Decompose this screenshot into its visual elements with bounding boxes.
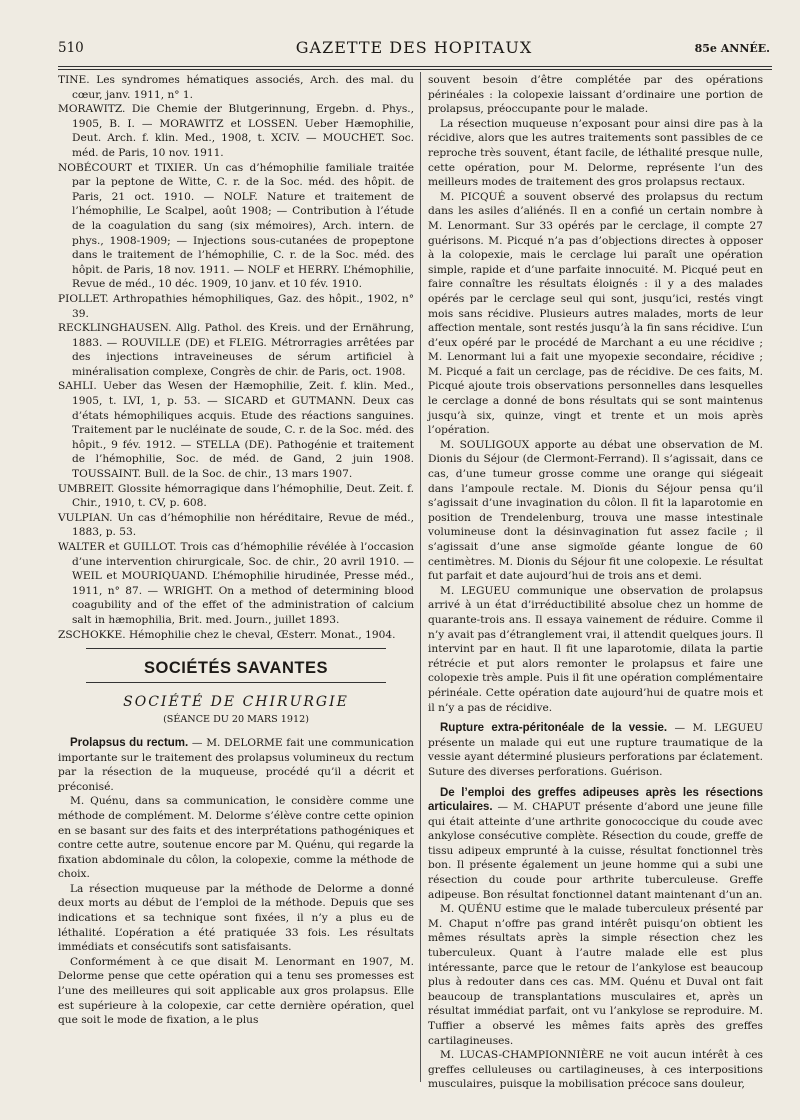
reference-entry: WALTER et GUILLOT. Trois cas d’hémophilie révélée à l’occasion d’une intervention chirurgicale, Soc. de chir., 20 avril 1910. — WEIL et MOURIQUAND. L’hémophilie hirudinée, Presse méd., 1911, n° 87. — WRIGHT. On a method of determining blood coagubility and of the effet of the administration of calcium salt in hæmophilia, Brit. med. Journ., juillet 1893. bbox=[58, 541, 414, 626]
session-date: (SÉANCE DU 20 MARS 1912) bbox=[163, 714, 309, 726]
section-rule-bottom bbox=[86, 682, 386, 683]
section-title: SOCIÉTÉS SAVANTES bbox=[144, 659, 328, 678]
article-paragraph: souvent besoin d’être complétée par des opérations périnéales : la colopexie laissant d’ordinaire une portion de prolapsus, préoccupante pour le malade. bbox=[428, 74, 763, 116]
article-paragraph: M. LEGUEU communique une observation de prolapsus arrivé à un état d’irréductibilité absolue chez un homme de quarante-trois ans. Il essaya vainement de réduire. Comme il n’y avait pas d’étranglement vrai, il attendit quelques jours. Il intervint par en haut. Il fit une laparotomie, dilata la partie rétrécie et put alors remonter le prolapsus et faire une colopexie très ample. Puis il fit une opération complémentaire périnéale. Cette opération date aujourd’hui de quatre mois et il n’y a pas de récidive. bbox=[428, 584, 763, 714]
article-text: — M. DELORME fait une communication importante sur le traitement des prolapsus volumineux du rectum par la résection de la muqueuse, procédé qu’il a décrit et préconisé. bbox=[58, 736, 414, 793]
society-name: SOCIÉTÉ DE CHIRURGIE bbox=[123, 693, 349, 710]
article-paragraph: M. PICQUÉ a souvent observé des prolapsus du rectum dans les asiles d’aliénés. Il en a confié un certain nombre à M. Lenormant. Sur 33 opérés par le cerclage, il compte 27 guérisons. M. Picqué n’a pas d’objections directes à opposer à la colopexie, mais le cerclage lui paraît une opération simple, rapide et d’une parfaite innocuité. M. Picqué peut en faire connaître les résultats éloignés : il y a des malades opérés par le cerclage seul qui sont, jusqu’ici, restés vingt mois sans récidive. Plusieurs autres malades, morts de leur affection mentale, sont restés jusqu’à la fin sans récidive. L’un d’eux opéré par le procédé de Marchant a eu une récidive ; M. Lenormant lui a fait une myopexie secondaire, récidive ; M. Picqué a fait un cerclage, pas de récidive. De ces faits, M. Picqué ajoute trois observations personnelles dans lesquelles le cerclage a donné de bons résultats qui se sont maintenus jusqu’à six, quinze, vingt et trente et un mois après l’opération. bbox=[428, 190, 763, 437]
article-text: — M. LEGUEU présente un malade qui eut une rupture traumatique de la vessie ayant déterminé plusieurs perforations par éclatement. Suture des diverses perforations. Guérison. bbox=[428, 722, 763, 778]
article-paragraph: Conformément à ce que disait M. Lenormant en 1907, M. Delorme pense que cette opération qui a tenu ses promesses est l’une des meilleures qui soit applicable aux gros prolapsus. Elle est supérieure à la colopexie, car cette dernière opération, quel que soit le mode de fixation, a le plus bbox=[58, 955, 414, 1027]
article-heading: De l’emploi des greffes adipeuses après les résections articulaires. bbox=[428, 786, 763, 814]
section-rule-top bbox=[86, 648, 386, 649]
article-paragraph: M. Quénu, dans sa communication, le considère comme une méthode de complément. M. Delorme s’élève contre cette opinion en se basant sur des faits et des interprétations pathogéniques et contre cette autre, soutenue encore par M. Quénu, qui regarde la fixation abdominale du côlon, la colopexie, comme la méthode de choix. bbox=[58, 795, 414, 881]
reference-entry: MORAWITZ. Die Chemie der Blutgerinnung, Ergebn. d. Phys., 1905, B. I. — MORAWITZ et LOSSEN. Ueber Hæmophilie, Deut. Arch. f. klin. Med., 1908, t. XCIV. — MOUCHET. Soc. méd. de Paris, 10 nov. 1911. bbox=[58, 103, 414, 159]
reference-entry: ZSCHOKKE. Hémophilie chez le cheval, Œsterr. Monat., 1904. bbox=[58, 628, 396, 641]
reference-entry: TINE. Les syndromes hématiques associés, Arch. des mal. du cœur, janv. 1911, n° 1. bbox=[58, 74, 414, 101]
article-heading: Prolapsus du rectum. bbox=[70, 736, 189, 749]
left-column bbox=[58, 73, 414, 1028]
article-paragraph: La résection muqueuse par la méthode de Delorme a donné deux morts au début de l’emploi de la méthode. Depuis que ses indications et sa technique sont fixées, il n’y a plus eu de léthalité. L’opération a été pratiquée 33 fois. Les résultats immédiats et consécutifs sont satisfaisants. bbox=[58, 882, 414, 954]
right-column bbox=[428, 73, 763, 1092]
header-rule-double bbox=[58, 69, 772, 70]
page-number: 510 bbox=[58, 40, 84, 56]
reference-entry: RECKLINGHAUSEN. Allg. Pathol. des Kreis. und der Ernährung, 1883. — ROUVILLE (DE) et FLEIG. Métrorragies arrêtées par des injections intraveineuses de sérum artificiel à minéralisation complexe, Congrès de chir. de Paris, oct. 1908. bbox=[58, 322, 414, 378]
column-separator bbox=[420, 72, 421, 1082]
reference-entry: VULPIAN. Un cas d’hémophilie non héréditaire, Revue de méd., 1883, p. 53. bbox=[58, 511, 414, 539]
article-paragraph: La résection muqueuse n’exposant pour ainsi dire pas à la récidive, alors que les autres traitements sont passibles de ce reproche très souvent, étant facile, de léthalité presque nulle, cette opération, pour M. Delorme, représente l’un des meilleurs modes de traitement des gros prolapsus rectaux. bbox=[428, 117, 763, 189]
reference-entry: PIOLLET. Arthropathies hémophiliques, Gaz. des hôpit., 1902, n° 39. bbox=[58, 292, 414, 320]
article-paragraph bbox=[58, 736, 414, 794]
article-paragraph: M. QUÉNU estime que le malade tuberculeux présenté par M. Chaput n’offre pas grand intérêt puisqu’on obtient les mêmes résultats après la simple résection chez les tuberculeux. Quant à l’autre malade elle est plus intéressante, parce que le retour de l’ankylose est beaucoup plus à redouter dans ces cas. MM. Quénu et Duval ont fait beaucoup de transplantations musculaires et, après un résultat immédiat parfait, ont vu l’ankylose se reproduire. M. Tuffier a observé les mêmes faits après des greffes cartilagineuses. bbox=[428, 903, 763, 1047]
article-paragraph: M. LUCAS-CHAMPIONNIÈRE ne voit aucun intérêt à ces greffes celluleuses ou cartilagineuses, à ces interpositions musculaires, puisque la mobilisation précoce sans douleur, bbox=[428, 1049, 763, 1091]
reference-entry: SAHLI. Ueber das Wesen der Hæmophilie, Zeit. f. klin. Med., 1905, t. LVI, 1, p. 53. — SICARD et GUTMANN. Deux cas d’états hémophiliques acquis. Etude des réactions sanguines. Traitement par le nucléinate de soude, C. r. de la Soc. méd. des hôpit., 9 fév. 1912. — STELLA (DE). Pathogénie et traitement de l’hémophilie, Soc. de méd. de Gand, 2 juin 1908. TOUSSAINT. Bull. de la Soc. de chir., 13 mars 1907. bbox=[58, 380, 414, 481]
journal-title: GAZETTE DES HOPITAUX bbox=[295, 38, 533, 57]
bibliography bbox=[58, 73, 414, 642]
reference-entry: NOBÉCOURT et TIXIER. Un cas d’hémophilie familiale traitée par la peptone de Witte, C. r. de la Soc. méd. des hôpit. de Paris, 21 oct. 1910. — NOLF. Nature et traitement de l’hémophilie, Le Scalpel, août 1908; — Contribution à l’étude de la coagulation du sang (six mémoires), Arch. intern. de phys., 1908-1909; — Injections sous-cutanées de propeptone dans le traitement de l’hémophilie, C. r. de la Soc. méd. des hôpit. de Paris, 18 nov. 1911. — NOLF et HERRY. L’hémophilie, Revue de méd., 10 déc. 1909, 10 janv. et 10 fév. 1910. bbox=[58, 161, 414, 291]
year-label: 85e ANNÉE. bbox=[694, 42, 770, 55]
article-heading: Rupture extra-péritonéale de la vessie. bbox=[440, 722, 668, 735]
reference-entry: UMBREIT. Glossite hémorragique dans l’hémophilie, Deut. Zeit. f. Chir., 1910, t. CV, p. 608. bbox=[58, 482, 414, 510]
article-paragraph bbox=[428, 786, 763, 903]
page-header bbox=[58, 38, 770, 64]
article-text: — M. CHAPUT présente d’abord une jeune fille qui était atteinte d’une arthrite gonococcique du coude avec ankylose consécutive complète. Résection du coude, greffe de tissu adipeux emprunté à la cuisse, résultat fonctionnel très bon. Il présente également un jeune homme qui a subi une résection du coude pour arthrite tuberculeuse. Greffe adipeuse. Bon résultat fonctionnel datant maintenant d’un an. bbox=[428, 801, 763, 901]
article-paragraph bbox=[428, 721, 763, 779]
header-rule bbox=[58, 66, 772, 67]
article-paragraph: M. SOULIGOUX apporte au débat une observation de M. Dionis du Séjour (de Clermont-Ferrand). Il s’agissait, dans ce cas, d’une tumeur grosse comme une orange qui siégeait dans l’ampoule rectale. M. Dionis du Séjour pensa qu’il s’agissait d’une invagination du côlon. Il fit la laparotomie en position de Trendelenburg, trouva une masse intestinale volumineuse dont la désinvagination fut assez facile ; il s’agissait d’une anse sigmoïde géante longue de 60 centimètres. M. Dionis du Séjour fit une colopexie. Le résultat fut parfait et date aujourd’hui de trois ans et demi. bbox=[428, 438, 763, 583]
